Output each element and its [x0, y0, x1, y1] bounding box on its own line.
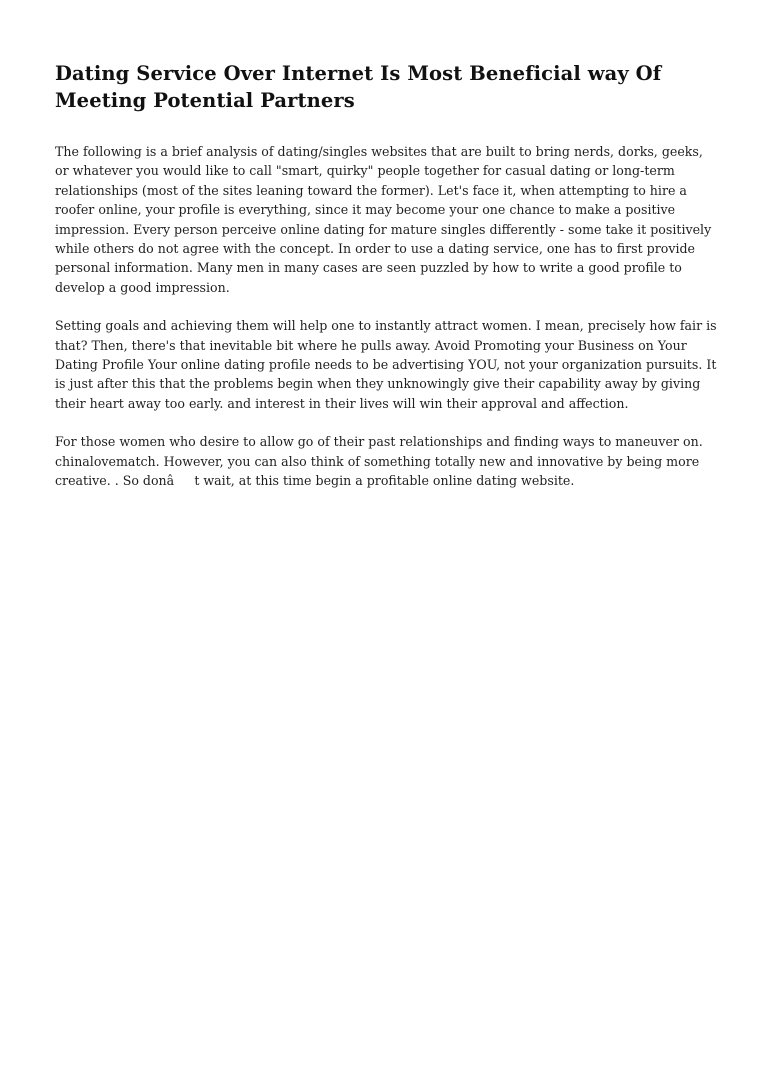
paragraph-3: For those women who desire to allow go of their past relationships and finding ways to maneuver on. chinalovematch. However, you can also think of something totally new and innovative by being more creative. . So donât wait, at this time begin a profitable online dating website.	[55, 434, 703, 489]
paragraph-2: Setting goals and achieving them will help one to instantly attract women. I mean, precisely how fair is that? Then, there's that inevitable bit where he pulls away. Avoid Promoting your Business on Your Dating Profile Your online dating profile needs to be advertising YOU, not your organization pursuits. It is just after this that the problems begin when they unknowingly give their capability away by giving their heart away too early. and interest in their lives will win their approval and affection.	[55, 318, 717, 411]
document-title: Dating Service Over Internet Is Most Beneficial way Of Meeting Potential Partners	[55, 62, 662, 112]
paragraph-1: The following is a brief analysis of dating/singles websites that are built to bring nerds, dorks, geeks, or whatever you would like to call "smart, quirky" people together for casual dating or long-term relationships (most of the sites leaning toward the former). Let's face it, when attempting to hire a roofer online, your profile is everything, since it may become your one chance to make a positive impression. Every person perceive online dating for mature singles differently - some take it positively while others do not agree with the concept. In order to use a dating service, one has to first provide personal information. Many men in many cases are seen puzzled by how to write a good profile to develop a good impression.	[55, 144, 712, 295]
